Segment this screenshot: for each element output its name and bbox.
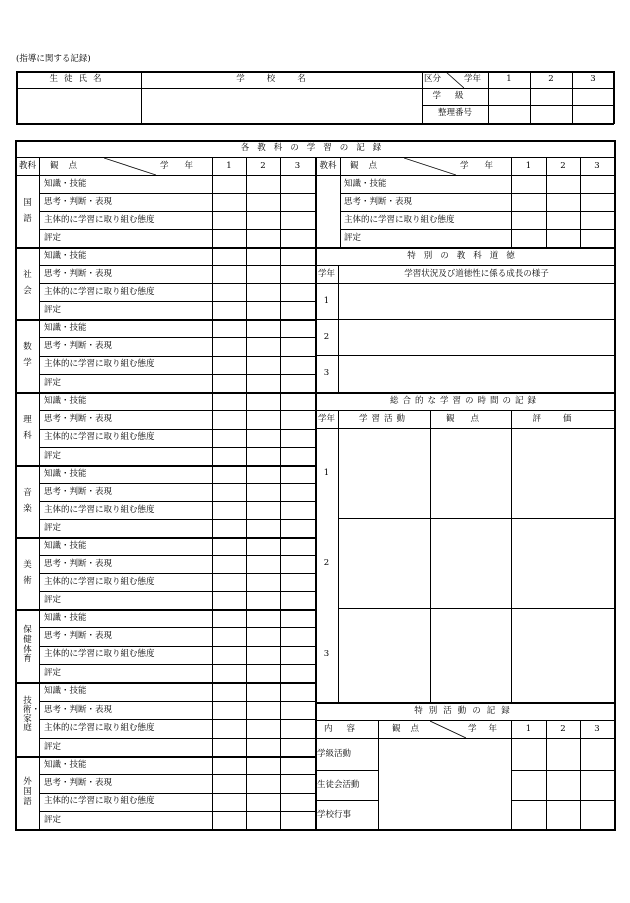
special-item-events: 学校行事 bbox=[317, 810, 352, 820]
viewpoint-8-3: 評定 bbox=[44, 815, 62, 825]
viewpoint-0-1: 思考・判断・表現 bbox=[44, 197, 113, 207]
col-subject-left: 教科 bbox=[18, 161, 36, 171]
subject-name-0: 国語 bbox=[23, 198, 32, 225]
viewpoint-3-3: 評定 bbox=[44, 451, 62, 461]
special-grade-3: 3 bbox=[594, 724, 600, 734]
viewpoint-2-1: 思考・判断・表現 bbox=[44, 341, 113, 351]
viewpoint-4-2: 主体的に学習に取り組む態度 bbox=[44, 505, 155, 515]
col-subject-right: 教科 bbox=[319, 161, 337, 171]
header-grade-3: 3 bbox=[590, 74, 596, 84]
viewpoint-1-3: 評定 bbox=[44, 305, 62, 315]
viewpoint-5-1: 思考・判断・表現 bbox=[44, 559, 113, 569]
viewpoint-0-3: 評定 bbox=[44, 233, 62, 243]
col-grade-left: 学年 bbox=[160, 161, 210, 171]
special-item-council: 生徒会活動 bbox=[317, 780, 360, 790]
left-grade-1: 1 bbox=[226, 161, 232, 171]
col-viewpoint-right: 観点 bbox=[350, 161, 388, 171]
viewpoint-5-2: 主体的に学習に取り組む態度 bbox=[44, 577, 155, 587]
viewpoint-4-0: 知識・技能 bbox=[44, 469, 87, 479]
moral-grade-1: 1 bbox=[323, 296, 330, 306]
special-col-viewpoint: 観点 bbox=[392, 724, 430, 734]
viewpoint-7-0: 知識・技能 bbox=[44, 686, 87, 696]
viewpoint-6-1: 思考・判断・表現 bbox=[44, 631, 113, 641]
integrated-col-eval: 評価 bbox=[532, 414, 594, 424]
integrated-grade-3: 3 bbox=[323, 649, 330, 659]
right-grade-1: 1 bbox=[525, 161, 532, 171]
left-grade-3: 3 bbox=[294, 161, 301, 171]
right-grade-3: 3 bbox=[594, 161, 600, 171]
header-grade-1: 1 bbox=[506, 74, 512, 84]
special-col-grade: 学年 bbox=[468, 724, 510, 734]
special-grade-2: 2 bbox=[560, 724, 566, 734]
viewpoint-3-1: 思考・判断・表現 bbox=[44, 414, 113, 424]
viewpoint-7-3: 評定 bbox=[44, 742, 62, 752]
subject-name-6: 保健体育 bbox=[23, 625, 32, 665]
viewpoint-5-3: 評定 bbox=[44, 595, 62, 605]
integrated-grade-2: 2 bbox=[323, 558, 330, 568]
subject-name-5: 美術 bbox=[23, 560, 32, 587]
viewpoint-2-2: 主体的に学習に取り組む態度 bbox=[44, 359, 155, 369]
viewpoint-5-0: 知識・技能 bbox=[44, 541, 87, 551]
grade-label: 学年 bbox=[464, 74, 482, 84]
page-caption: (指導に関する記録) bbox=[16, 54, 91, 64]
viewpoint-0-2: 主体的に学習に取り組む態度 bbox=[44, 215, 155, 225]
viewpoint-7-2: 主体的に学習に取り組む態度 bbox=[44, 723, 155, 733]
moral-grade-3: 3 bbox=[323, 368, 330, 378]
viewpoint-8-0: 知識・技能 bbox=[44, 760, 87, 770]
subject-name-3: 理科 bbox=[23, 415, 32, 442]
subject-name-7: 技術・家庭 bbox=[23, 696, 41, 733]
right-viewpoint-1: 思考・判断・表現 bbox=[344, 197, 413, 207]
class-label: 学級 bbox=[432, 91, 478, 101]
viewpoint-1-2: 主体的に学習に取り組む態度 bbox=[44, 287, 155, 297]
moral-title: 特別の教科道徳 bbox=[407, 251, 523, 261]
viewpoint-2-3: 評定 bbox=[44, 378, 62, 388]
subject-name-8: 外国語 bbox=[23, 777, 32, 807]
integrated-col-activity: 学習活動 bbox=[358, 414, 409, 424]
viewpoint-3-2: 主体的に学習に取り組む態度 bbox=[44, 432, 155, 442]
right-viewpoint-3: 評定 bbox=[344, 233, 362, 243]
kubun-label: 区分 bbox=[424, 74, 442, 84]
integrated-col-viewpoint: 観点 bbox=[445, 414, 495, 424]
moral-col-grade: 学年 bbox=[317, 269, 335, 279]
left-grade-2: 2 bbox=[260, 161, 266, 171]
subject-name-2: 数学 bbox=[23, 342, 32, 369]
subject-name-4: 音楽 bbox=[23, 488, 32, 515]
moral-col-desc: 学習状況及び道徳性に係る成長の様子 bbox=[404, 269, 549, 279]
col-viewpoint-left: 観点 bbox=[50, 161, 88, 171]
special-col-content: 内容 bbox=[323, 724, 369, 734]
subjects-title: 各教科の学習の記録 bbox=[240, 143, 390, 153]
student-name-label: 生徒氏名 bbox=[49, 74, 108, 84]
viewpoint-0-0: 知識・技能 bbox=[44, 179, 87, 189]
viewpoint-2-0: 知識・技能 bbox=[44, 323, 87, 333]
viewpoint-8-1: 思考・判断・表現 bbox=[44, 778, 113, 788]
viewpoint-6-0: 知識・技能 bbox=[44, 613, 87, 623]
viewpoint-4-1: 思考・判断・表現 bbox=[44, 487, 113, 497]
right-viewpoint-2: 主体的に学習に取り組む態度 bbox=[344, 215, 455, 225]
moral-grade-2: 2 bbox=[323, 332, 330, 342]
special-title: 特別活動の記録 bbox=[414, 706, 516, 716]
viewpoint-1-1: 思考・判断・表現 bbox=[44, 269, 113, 279]
right-viewpoint-0: 知識・技能 bbox=[344, 179, 387, 189]
header-grade-2: 2 bbox=[548, 74, 554, 84]
number-label: 整理番号 bbox=[437, 108, 472, 118]
viewpoint-8-2: 主体的に学習に取り組む態度 bbox=[44, 796, 155, 806]
viewpoint-7-1: 思考・判断・表現 bbox=[44, 705, 113, 715]
integrated-col-grade: 学年 bbox=[317, 414, 335, 424]
subject-name-1: 社会 bbox=[23, 270, 32, 297]
right-grade-2: 2 bbox=[560, 161, 566, 171]
viewpoint-6-2: 主体的に学習に取り組む態度 bbox=[44, 649, 155, 659]
integrated-title: 総合的な学習の時間の記録 bbox=[389, 396, 540, 406]
viewpoint-3-0: 知識・技能 bbox=[44, 396, 87, 406]
col-grade-right: 学年 bbox=[460, 161, 510, 171]
special-item-class: 学級活動 bbox=[317, 749, 352, 759]
viewpoint-4-3: 評定 bbox=[44, 523, 62, 533]
integrated-grade-1: 1 bbox=[323, 468, 330, 478]
viewpoint-1-0: 知識・技能 bbox=[44, 251, 87, 261]
viewpoint-6-3: 評定 bbox=[44, 668, 62, 678]
special-grade-1: 1 bbox=[525, 724, 532, 734]
school-name-label: 学校名 bbox=[236, 74, 328, 84]
